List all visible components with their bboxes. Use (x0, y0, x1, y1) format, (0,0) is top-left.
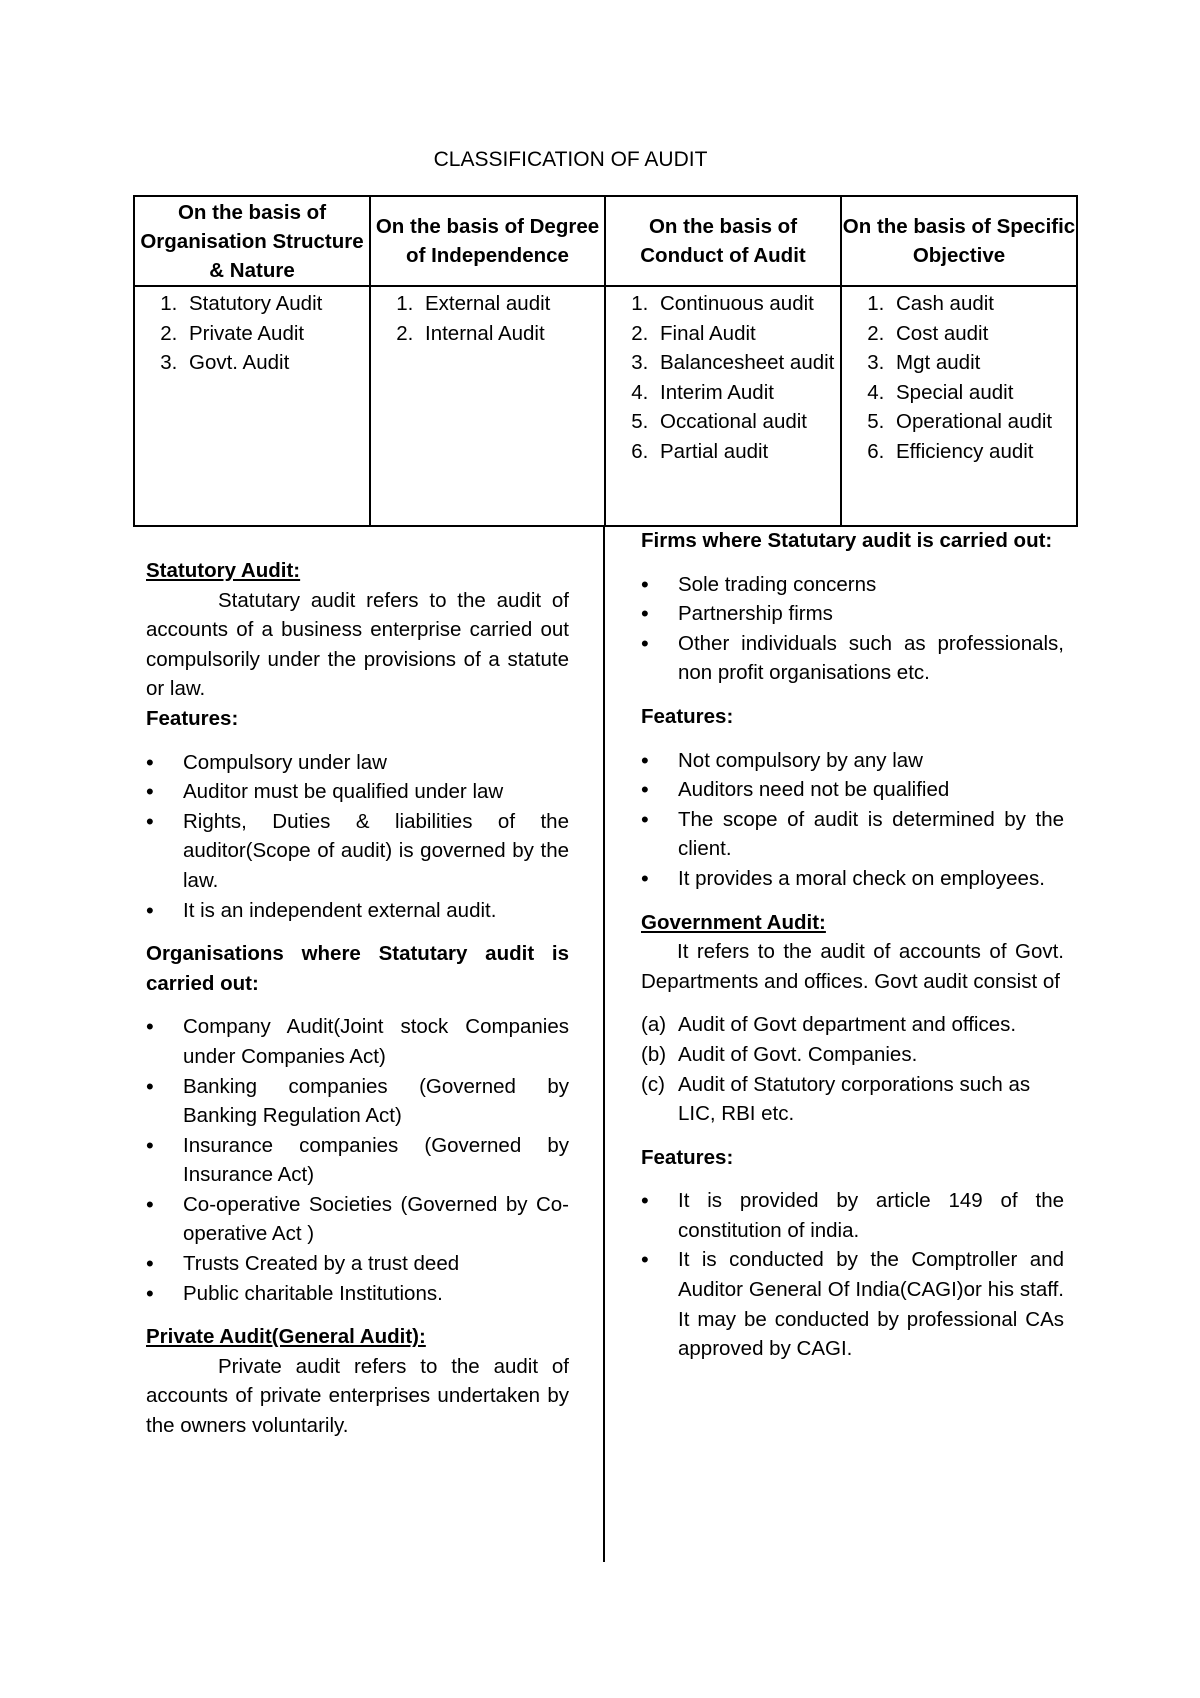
government-definition: It refers to the audit of accounts of Govt. Departments and offices. Govt audit consist of (641, 940, 1064, 993)
item-text: Audit of Statutory corporations such as LIC, RBI etc. (678, 1072, 1031, 1126)
list-item (641, 1040, 1064, 1070)
left-column (146, 556, 569, 1441)
government-items-list (641, 1010, 1064, 1128)
list-item: • Trusts Created by a trust deed (183, 1249, 569, 1279)
list-item: 2. Private Audit (183, 319, 365, 349)
classification-table (133, 195, 1078, 527)
private-features-heading: Features: (641, 704, 734, 728)
list-item: 1. Continuous audit (654, 289, 836, 319)
list-item: • Auditors need not be qualified (678, 775, 1064, 805)
header-conduct: On the basis of Conduct of Audit (605, 196, 841, 286)
list-item (641, 1010, 1064, 1040)
list-item: • Partnership firms (678, 599, 1064, 629)
list-item: • Banking companies (Governed by Banking Regulation Act) (183, 1072, 569, 1131)
list-item: 2. Final Audit (654, 319, 836, 349)
government-heading: Government Audit: (641, 910, 826, 934)
list-item: • The scope of audit is determined by the client. (678, 805, 1064, 864)
statutory-orgs-list (146, 1012, 569, 1308)
cell-conduct (605, 286, 841, 526)
document-title: CLASSIFICATION OF AUDIT (433, 148, 708, 171)
list-item: 3. Mgt audit (890, 348, 1072, 378)
government-features-heading: Features: (641, 1145, 734, 1169)
private-firms-list (641, 570, 1064, 688)
header-objective: On the basis of Specific Objective (841, 196, 1077, 286)
list-item: 2. Internal Audit (419, 319, 600, 349)
list-item: 3. Balancesheet audit (654, 348, 836, 378)
column-divider (603, 527, 605, 1562)
list-item: • It is an independent external audit. (183, 896, 569, 926)
list-item: • Compulsory under law (183, 748, 569, 778)
list-item: 6. Partial audit (654, 437, 836, 467)
header-organisation: On the basis of Organisation Structure & Nature (134, 196, 370, 286)
private-features-list (641, 746, 1064, 894)
item-text: Audit of Govt department and offices. (678, 1013, 1017, 1037)
list-item: 4. Special audit (890, 378, 1072, 408)
item-text: Audit of Govt. Companies. (678, 1042, 918, 1066)
list-item: 4. Interim Audit (654, 378, 836, 408)
cell-independence (370, 286, 605, 526)
list-item: • Not compulsory by any law (678, 746, 1064, 776)
statutory-definition: Statutary audit refers to the audit of accounts of a business enterprise carried out compulsorily under the provisions of a statute or law. (146, 588, 569, 701)
item-label: (b) (641, 1042, 667, 1066)
list-item: 2. Cost audit (890, 319, 1072, 349)
statutory-features-list (146, 748, 569, 926)
statutory-heading: Statutory Audit: (146, 559, 301, 582)
list-item: 3. Govt. Audit (183, 348, 365, 378)
cell-organisation (134, 286, 370, 526)
cell-objective (841, 286, 1077, 526)
private-firms-heading: Firms where Statutary audit is carried out: (641, 529, 1053, 552)
list-item: 1. External audit (419, 289, 600, 319)
table-header-row (134, 196, 1077, 286)
right-column (641, 526, 1064, 1364)
list-item: 1. Cash audit (890, 289, 1072, 319)
table-body-row (134, 286, 1077, 526)
item-label: (c) (641, 1072, 665, 1096)
list-item: • It is provided by article 149 of the constitution of india. (678, 1186, 1064, 1245)
list-item: • It provides a moral check on employees. (678, 864, 1064, 894)
list-item: • Co-operative Societies (Governed by Co-operative Act ) (183, 1190, 569, 1249)
government-features-list (641, 1186, 1064, 1364)
list-item: • Company Audit(Joint stock Companies under Companies Act) (183, 1012, 569, 1071)
list-item: • Sole trading concerns (678, 570, 1064, 600)
list-item: 6. Efficiency audit (890, 437, 1072, 467)
statutory-orgs-heading: Organisations where Statutary audit is carried out: (146, 942, 569, 995)
list-item: • It is conducted by the Comptroller and Auditor General Of India(CAGI)or his staff. It may be conducted by professional CAs approved by CAGI. (678, 1245, 1064, 1363)
list-item: 5. Occational audit (654, 407, 836, 437)
list-item (641, 1070, 1064, 1129)
item-label: (a) (641, 1013, 667, 1037)
list-item: • Rights, Duties & liabilities of the auditor(Scope of audit) is governed by the law. (183, 807, 569, 896)
list-item: 1. Statutory Audit (183, 289, 365, 319)
list-item: • Auditor must be qualified under law (183, 777, 569, 807)
statutory-features-heading: Features: (146, 706, 239, 730)
list-item: • Public charitable Institutions. (183, 1279, 569, 1309)
list-item: • Other individuals such as professionals, non profit organisations etc. (678, 629, 1064, 688)
list-item: 5. Operational audit (890, 407, 1072, 437)
list-item: • Insurance companies (Governed by Insurance Act) (183, 1131, 569, 1190)
private-definition: Private audit refers to the audit of accounts of private enterprises undertaken by the owners voluntarily. (146, 1354, 569, 1438)
header-independence: On the basis of Degree of Independence (370, 196, 605, 286)
private-heading: Private Audit(General Audit): (146, 1325, 426, 1349)
